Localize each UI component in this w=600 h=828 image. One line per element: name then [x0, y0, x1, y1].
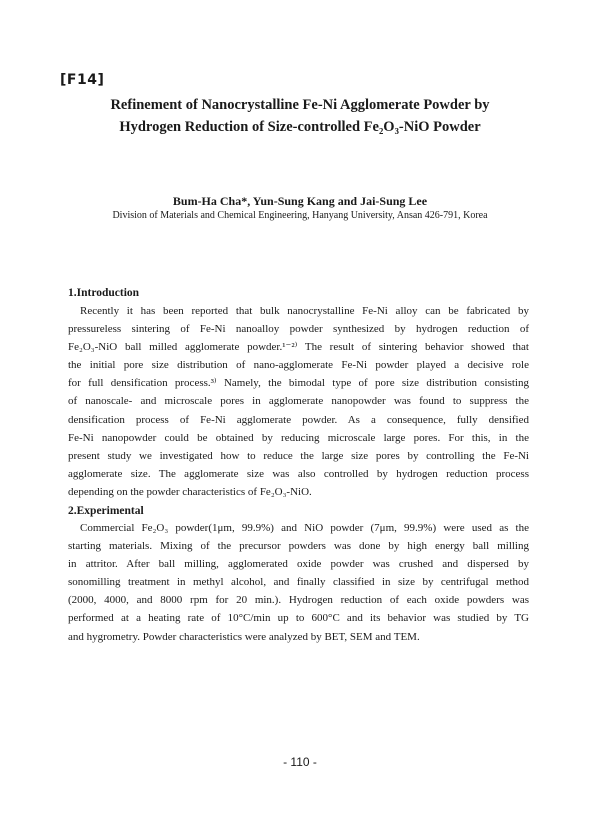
experimental-paragraph: [68, 519, 529, 646]
text-line: depending on the powder characteristics of Fe₂O₃-NiO.: [68, 485, 312, 498]
text-line: starting materials. Mixing of the precursor powders was done by high energy ball milling: [68, 540, 529, 553]
title-line-1: Refinement of Nanocrystalline Fe-Ni Agglomerate Powder by: [110, 97, 490, 113]
introduction-heading: 1.Introduction: [68, 287, 140, 299]
text-line: for full densification process.³⁾ Namely, the bimodal type of pore size distribution consisting: [68, 377, 529, 390]
text-line: of nanoscale- and microscale pores in agglomerate nanopowder was found to suppress the: [68, 395, 529, 408]
text-line: performed at a heating rate of 10°C/min up to 600°C and its behavior was studied by TG: [68, 612, 529, 625]
text-line: pressureless sintering of Fe-Ni nanoalloy powder synthesized by hydrogen reduction of: [68, 323, 529, 336]
text-line: (2000, 4000, and 8000 rpm for 20 min.). Hydrogen reduction of each oxide powders was: [68, 594, 529, 607]
author-list: Bum-Ha Cha*, Yun-Sung Kang and Jai-Sung Lee: [172, 194, 428, 208]
page-number: - 110 -: [283, 755, 317, 769]
title-line-2: Hydrogen Reduction of Size-controlled Fe₂O₃-NiO Powder: [119, 119, 481, 135]
text-line: the initial pore size distribution of nano-agglomerate Fe-Ni powder played a decisive role: [68, 359, 529, 372]
text-line: Fe₂O₃-NiO ball milled agglomerate powder.¹⁻²⁾ The result of sintering behavior showed that: [68, 341, 529, 354]
text-line: densification process of Fe-Ni agglomerate powder. As a consequence, fully densified: [68, 413, 529, 426]
text-line: present study we investigated how to reduce the large size pores by controlling the Fe-Ni: [68, 449, 529, 462]
text-line: sonomilling treatment in methyl alcohol, and finally classified in size by centrifugal method: [68, 576, 529, 589]
introduction-paragraph: [68, 302, 529, 501]
text-line: Commercial Fe₂O₃ powder(1μm, 99.9%) and NiO powder (7μm, 99.9%) were used as the: [80, 522, 529, 534]
text-line: Fe-Ni nanopowder could be obtained by reducing microscale large pores. For this, in the: [68, 431, 529, 444]
paper-code: [F14]: [60, 72, 105, 88]
paper-title: [40, 94, 560, 138]
text-line: Recently it has been reported that bulk nanocrystalline Fe-Ni alloy can be fabricated by: [80, 305, 529, 317]
text-line: agglomerate size. The agglomerate size was also controlled by hydrogen reduction process: [68, 467, 529, 480]
text-line: and hygrometry. Powder characteristics were analyzed by BET, SEM and TEM.: [68, 630, 420, 643]
text-line: in attritor. After ball milling, agglomerated oxide powder was crushed and dispersed by: [68, 558, 529, 571]
experimental-heading: 2.Experimental: [68, 505, 144, 517]
affiliation: Division of Materials and Chemical Engineering, Hanyang University, Ansan 426-791, Korea: [112, 210, 488, 221]
